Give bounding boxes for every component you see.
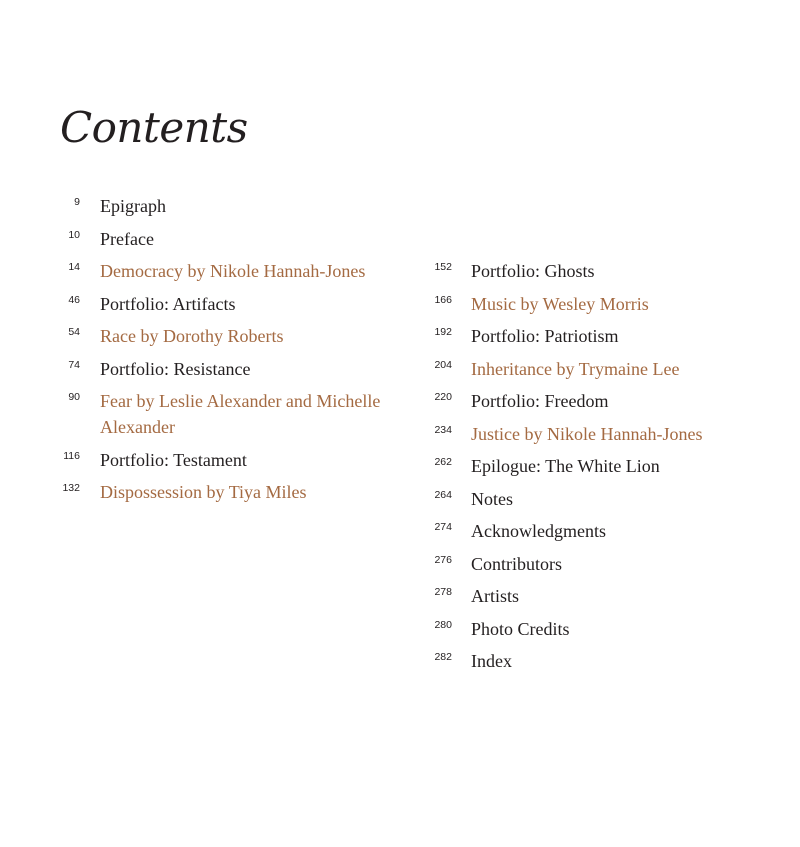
toc-entry-artists[interactable] <box>422 580 762 613</box>
toc-entry-index[interactable] <box>422 645 762 678</box>
toc-title[interactable]: Photo Credits <box>471 618 570 639</box>
toc-entry-inheritance[interactable] <box>422 353 762 386</box>
toc-page-number: 132 <box>62 482 80 494</box>
toc-page-number: 276 <box>434 553 452 566</box>
toc-page-number: 234 <box>434 423 452 436</box>
toc-title[interactable]: Preface <box>100 228 154 249</box>
toc-title[interactable]: Fear by Leslie Alexander and Michelle Alexander <box>100 391 381 437</box>
toc-entry-contributors[interactable] <box>422 548 762 581</box>
toc-entry-portfolio-artifacts[interactable] <box>52 288 392 321</box>
toc-page-number: 9 <box>74 196 80 208</box>
toc-title[interactable]: Epilogue: The White Lion <box>471 456 660 476</box>
toc-page-number: 46 <box>68 293 80 306</box>
toc-title[interactable]: Portfolio: Ghosts <box>471 261 595 281</box>
toc-page-number: 280 <box>434 618 452 631</box>
toc-entry-race[interactable] <box>52 320 392 353</box>
toc-entry-dispossession[interactable] <box>52 476 392 509</box>
toc-page-number: 14 <box>68 261 80 273</box>
toc-page-number: 278 <box>434 586 452 598</box>
toc-page-number: 152 <box>434 261 452 273</box>
toc-title[interactable]: Epigraph <box>100 196 166 216</box>
toc-entry-acknowledgments[interactable] <box>422 515 762 548</box>
toc-entry-fear[interactable] <box>52 385 392 444</box>
toc-title[interactable]: Democracy by Nikole Hannah-Jones <box>100 261 366 281</box>
toc-title[interactable]: Portfolio: Artifacts <box>100 293 236 314</box>
toc-title[interactable]: Music by Wesley Morris <box>471 293 649 314</box>
toc-entry-democracy[interactable] <box>52 255 392 288</box>
toc-page-number: 166 <box>434 293 452 306</box>
toc-page-number: 74 <box>68 358 80 371</box>
toc-title[interactable]: Inheritance by Trymaine Lee <box>471 358 680 379</box>
toc-title[interactable]: Contributors <box>471 553 563 574</box>
toc-entry-music[interactable] <box>422 288 762 321</box>
toc-page-number: 116 <box>63 449 80 462</box>
toc-entry-epilogue[interactable] <box>422 450 762 483</box>
toc-entry-photo-credits[interactable] <box>422 613 762 646</box>
toc-entry-portfolio-ghosts[interactable] <box>422 255 762 288</box>
toc-entry-notes[interactable] <box>422 483 762 516</box>
toc-page-number: 10 <box>68 228 80 241</box>
toc-title[interactable]: Index <box>471 651 512 671</box>
toc-left-column <box>52 190 392 509</box>
toc-title[interactable]: Artists <box>471 586 520 606</box>
toc-title[interactable]: Race by Dorothy Roberts <box>100 326 284 346</box>
toc-title[interactable]: Portfolio: Testament <box>100 449 247 470</box>
toc-page-number: 90 <box>68 391 80 403</box>
toc-page-number: 264 <box>434 488 452 501</box>
toc-page-number: 220 <box>434 391 452 403</box>
toc-page-number: 54 <box>68 326 80 338</box>
toc-entry-portfolio-patriotism[interactable] <box>422 320 762 353</box>
toc-page-number: 262 <box>434 456 452 468</box>
toc-entry-preface[interactable] <box>52 223 392 256</box>
toc-entry-epigraph[interactable] <box>52 190 392 223</box>
toc-entry-portfolio-resistance[interactable] <box>52 353 392 386</box>
toc-entry-portfolio-testament[interactable] <box>52 444 392 477</box>
contents-heading: Contents <box>60 103 248 152</box>
toc-title[interactable]: Portfolio: Freedom <box>471 391 609 411</box>
toc-page-number: 282 <box>434 651 452 663</box>
toc-page-number: 274 <box>434 521 452 533</box>
toc-page-number: 192 <box>434 326 452 338</box>
toc-page-number: 204 <box>434 358 452 371</box>
toc-title[interactable]: Portfolio: Resistance <box>100 358 251 379</box>
toc-right-column <box>422 255 762 678</box>
toc-title[interactable]: Acknowledgments <box>471 521 606 541</box>
toc-title[interactable]: Dispossession by Tiya Miles <box>100 482 307 502</box>
toc-title[interactable]: Notes <box>471 488 513 509</box>
toc-entry-portfolio-freedom[interactable] <box>422 385 762 418</box>
toc-title[interactable]: Portfolio: Patriotism <box>471 326 619 346</box>
toc-title[interactable]: Justice by Nikole Hannah-Jones <box>471 423 703 444</box>
toc-entry-justice[interactable] <box>422 418 762 451</box>
